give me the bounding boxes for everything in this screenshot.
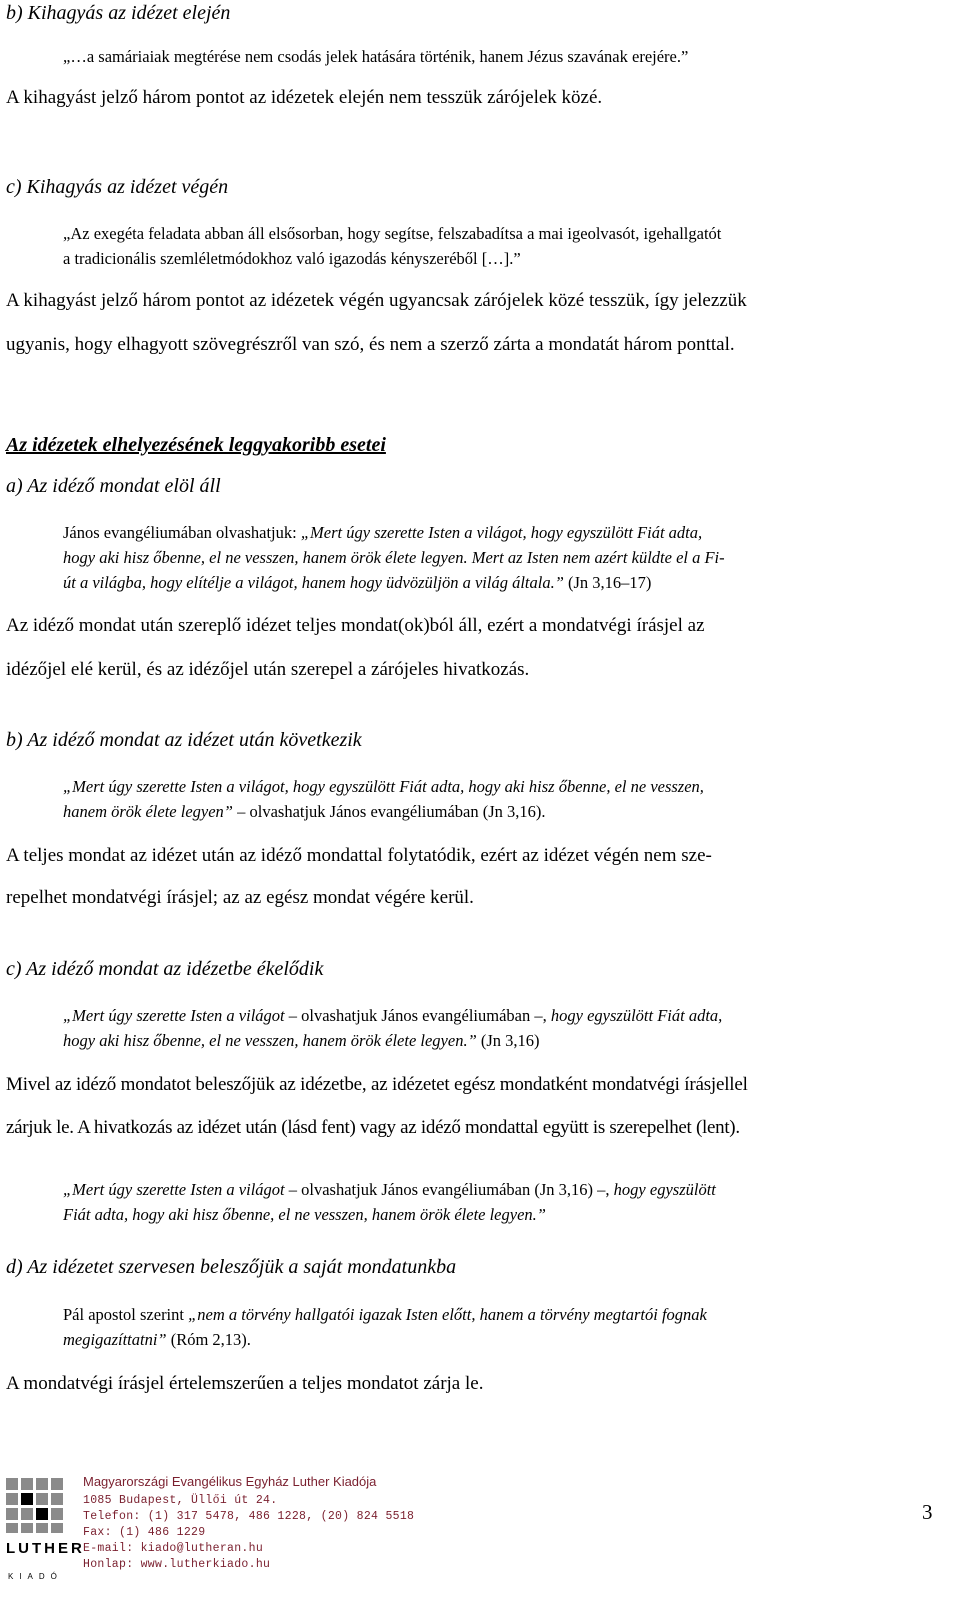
publisher-name: Magyarországi Evangélikus Egyház Luther Kiadója [83,1474,377,1489]
paragraph-d: A mondatvégi írásjel értelemszerűen a teljes mondatot zárja le. [6,1373,484,1394]
heading-c2: c) Az idéző mondat az idézetbe ékelődik [6,958,324,980]
quote-b: „…a samáriaiak megtérése nem csodás jelek hatására történik, hanem Jézus szavának erejére.” [63,47,689,66]
quote-d-line-1: Pál apostol szerint „nem a törvény hallgatói igazak Isten előtt, hanem a törvény megtartói fognak [63,1305,707,1324]
paragraph-a-line-1: Az idéző mondat után szereplő idézet teljes mondat(ok)ból áll, ezért a mondatvégi írásjel az [6,615,705,636]
quote-c2-line-4: Fiát adta, hogy aki hisz őbenne, el ne vesszen, hanem örök élete legyen.” [63,1205,546,1224]
quote-d-line-2: megigazíttatni” (Róm 2,13). [63,1330,251,1349]
publisher-phone: Telefon: (1) 317 5478, 486 1228, (20) 824 5518 [83,1510,415,1523]
paragraph-b2-line-2: repelhet mondatvégi írásjel; az az egész mondat végére kerül. [6,887,474,908]
paragraph-c2-line-2: zárjuk le. A hivatkozás az idézet után (lásd fent) vagy az idéző mondattal együtt is szerepelhet (lent). [6,1117,740,1138]
logo-subtitle: KIADÓ [8,1572,63,1581]
heading-b2: b) Az idéző mondat az idézet után következik [6,729,362,751]
logo-word: LUTHER [6,1540,85,1557]
page-number: 3 [922,1500,933,1524]
quote-a-line-3: út a világba, hogy elítélje a világot, hanem hogy üdvözüljön a világ általa.” (Jn 3,16–17) [63,573,652,592]
quote-b2-line-1: „Mert úgy szerette Isten a világot, hogy egyszülött Fiát adta, hogy aki hisz őbenne, el ne vesszen, [63,777,704,796]
publisher-website[interactable]: Honlap: www.lutherkiado.hu [83,1558,271,1571]
heading-d: d) Az idézetet szervesen beleszőjük a saját mondatunkba [6,1256,457,1278]
quote-c-line-1: „Az exegéta feladata abban áll elsősorban, hogy segítse, felszabadítsa a mai igeolvasót, igehallgatót [63,224,722,243]
quote-c2-line-3: „Mert úgy szerette Isten a világot – olvashatjuk János evangéliumában (Jn 3,16) –, hogy egyszülött [63,1180,716,1199]
paragraph-a-line-2: idézőjel elé kerül, és az idézőjel után szerepel a zárójeles hivatkozás. [6,659,530,680]
quote-c2-line-2: hogy aki hisz őbenne, el ne vesszen, hanem örök élete legyen.” (Jn 3,16) [63,1031,540,1050]
heading-a: a) Az idéző mondat elöl áll [6,475,221,497]
quote-a-line-2: hogy aki hisz őbenne, el ne vesszen, hanem örök élete legyen. Mert az Isten nem azért küldte el a Fi- [63,548,725,567]
heading-b-omission-start: b) Kihagyás az idézet elején [6,2,231,24]
publisher-email[interactable]: E-mail: kiado@lutheran.hu [83,1542,264,1555]
quote-c-line-2: a tradicionális szemléletmódokhoz való igazodás kényszeréből […].” [63,249,521,268]
paragraph-c-line-2: ugyanis, hogy elhagyott szövegrészről van szó, és nem a szerző zárta a mondatát három ponttal. [6,334,735,355]
paragraph-b2-line-1: A teljes mondat az idézet után az idéző mondattal folytatódik, ezért az idézet végén nem sze- [6,845,712,866]
main-heading: Az idézetek elhelyezésének leggyakoribb esetei [6,434,386,456]
publisher-address: 1085 Budapest, Üllői út 24. [83,1494,278,1507]
quote-c2-line-1: „Mert úgy szerette Isten a világot – olvashatjuk János evangéliumában –, hogy egyszülött Fiát adta, [63,1006,723,1025]
heading-c-omission-end: c) Kihagyás az idézet végén [6,176,229,198]
publisher-fax: Fax: (1) 486 1229 [83,1526,206,1539]
quote-a-line-1: János evangéliumában olvashatjuk: „Mert úgy szerette Isten a világot, hogy egyszülött Fiát adta, [63,523,703,542]
quote-b2-line-2: hanem örök élete legyen” – olvashatjuk János evangéliumában (Jn 3,16). [63,802,546,821]
paragraph-c-line-1: A kihagyást jelző három pontot az idézetek végén ugyancsak zárójelek közé tesszük, így jelezzük [6,290,747,311]
paragraph-b: A kihagyást jelző három pontot az idézetek elején nem tesszük zárójelek közé. [6,87,603,108]
paragraph-c2-line-1: Mivel az idéző mondatot beleszőjük az idézetbe, az idézetet egész mondatként mondatvégi írásjellel [6,1074,748,1095]
